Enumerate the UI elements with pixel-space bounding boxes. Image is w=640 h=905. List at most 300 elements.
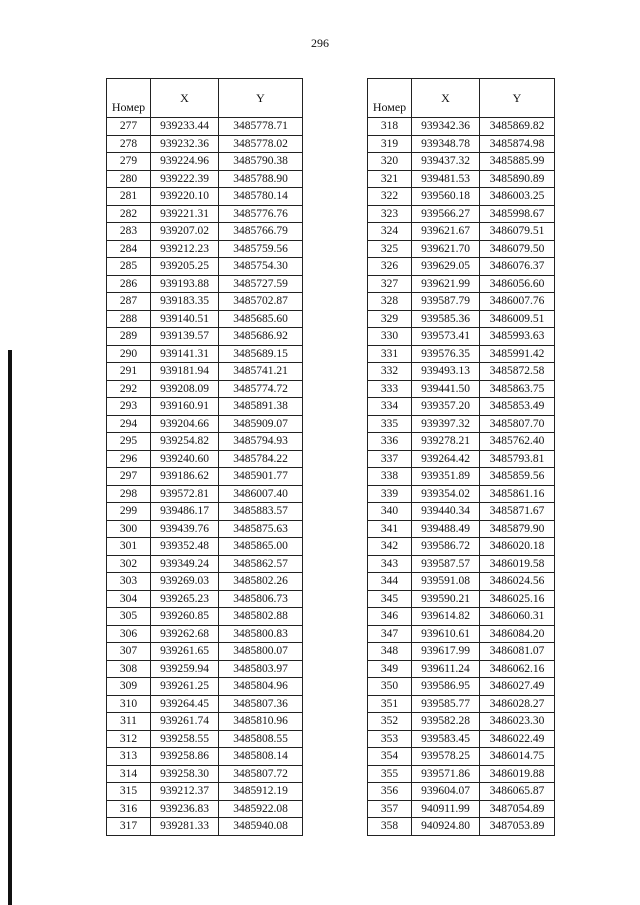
table-row — [368, 328, 555, 346]
cell-y: 3485759.56 — [219, 240, 303, 258]
cell-number: 326 — [368, 258, 412, 276]
table-row — [107, 118, 303, 136]
table-row — [368, 555, 555, 573]
table-row — [107, 783, 303, 801]
cell-x: 939264.42 — [412, 450, 480, 468]
cell-y: 3485776.76 — [219, 205, 303, 223]
table-row — [368, 590, 555, 608]
cell-x: 939590.21 — [412, 590, 480, 608]
cell-y: 3485778.02 — [219, 135, 303, 153]
cell-number: 301 — [107, 538, 151, 556]
cell-x: 939139.57 — [151, 328, 219, 346]
cell-number: 351 — [368, 695, 412, 713]
cell-y: 3485793.81 — [480, 450, 555, 468]
cell-y: 3486056.60 — [480, 275, 555, 293]
table-row — [107, 800, 303, 818]
cell-number: 294 — [107, 415, 151, 433]
cell-x: 939264.45 — [151, 695, 219, 713]
cell-number: 333 — [368, 380, 412, 398]
cell-number: 300 — [107, 520, 151, 538]
cell-x: 939254.82 — [151, 433, 219, 451]
cell-number: 296 — [107, 450, 151, 468]
cell-number: 314 — [107, 765, 151, 783]
cell-x: 939261.65 — [151, 643, 219, 661]
cell-x: 939220.10 — [151, 188, 219, 206]
cell-x: 940911.99 — [412, 800, 480, 818]
cell-x: 939611.24 — [412, 660, 480, 678]
cell-number: 342 — [368, 538, 412, 556]
cell-y: 3486023.30 — [480, 713, 555, 731]
cell-x: 939582.28 — [412, 713, 480, 731]
cell-number: 290 — [107, 345, 151, 363]
cell-number: 345 — [368, 590, 412, 608]
cell-number: 320 — [368, 153, 412, 171]
cell-y: 3486022.49 — [480, 730, 555, 748]
table-row — [368, 398, 555, 416]
table-row — [368, 503, 555, 521]
table-row — [368, 660, 555, 678]
cell-number: 322 — [368, 188, 412, 206]
table-row — [107, 520, 303, 538]
header-y: Y — [219, 79, 303, 118]
table-row — [107, 748, 303, 766]
table-row — [107, 468, 303, 486]
cell-number: 310 — [107, 695, 151, 713]
cell-number: 325 — [368, 240, 412, 258]
cell-x: 939629.05 — [412, 258, 480, 276]
cell-x: 939261.74 — [151, 713, 219, 731]
cell-x: 939258.30 — [151, 765, 219, 783]
table-row — [107, 450, 303, 468]
cell-y: 3485874.98 — [480, 135, 555, 153]
cell-x: 939181.94 — [151, 363, 219, 381]
table-row — [107, 573, 303, 591]
cell-x: 939207.02 — [151, 223, 219, 241]
cell-x: 940924.80 — [412, 818, 480, 836]
cell-number: 292 — [107, 380, 151, 398]
cell-number: 297 — [107, 468, 151, 486]
cell-y: 3485804.96 — [219, 678, 303, 696]
cell-y: 3486028.27 — [480, 695, 555, 713]
cell-y: 3486024.56 — [480, 573, 555, 591]
cell-x: 939262.68 — [151, 625, 219, 643]
cell-x: 939578.25 — [412, 748, 480, 766]
table-row — [107, 275, 303, 293]
cell-x: 939571.86 — [412, 765, 480, 783]
table-row — [368, 713, 555, 731]
table-header-row — [368, 79, 555, 118]
cell-y: 3486019.58 — [480, 555, 555, 573]
cell-number: 291 — [107, 363, 151, 381]
cell-x: 939141.31 — [151, 345, 219, 363]
table-row — [107, 328, 303, 346]
cell-y: 3486079.50 — [480, 240, 555, 258]
cell-number: 281 — [107, 188, 151, 206]
cell-number: 278 — [107, 135, 151, 153]
table-row — [368, 678, 555, 696]
cell-y: 3485859.56 — [480, 468, 555, 486]
cell-x: 939493.13 — [412, 363, 480, 381]
cell-y: 3485891.38 — [219, 398, 303, 416]
cell-x: 939348.78 — [412, 135, 480, 153]
cell-y: 3485807.70 — [480, 415, 555, 433]
table-row — [368, 380, 555, 398]
cell-y: 3485862.57 — [219, 555, 303, 573]
cell-number: 321 — [368, 170, 412, 188]
cell-x: 939566.27 — [412, 205, 480, 223]
table-row — [368, 363, 555, 381]
cell-y: 3486025.16 — [480, 590, 555, 608]
table-row — [107, 433, 303, 451]
cell-x: 939441.50 — [412, 380, 480, 398]
cell-y: 3485807.72 — [219, 765, 303, 783]
table-row — [107, 625, 303, 643]
cell-y: 3485784.22 — [219, 450, 303, 468]
cell-y: 3485780.14 — [219, 188, 303, 206]
cell-y: 3485890.89 — [480, 170, 555, 188]
cell-y: 3485802.88 — [219, 608, 303, 626]
table-row — [107, 678, 303, 696]
cell-number: 329 — [368, 310, 412, 328]
cell-y: 3485702.87 — [219, 293, 303, 311]
cell-x: 939258.86 — [151, 748, 219, 766]
cell-x: 939236.83 — [151, 800, 219, 818]
table-row — [107, 503, 303, 521]
cell-number: 336 — [368, 433, 412, 451]
cell-y: 3485800.07 — [219, 643, 303, 661]
cell-y: 3485741.21 — [219, 363, 303, 381]
table-row — [368, 135, 555, 153]
cell-x: 939585.36 — [412, 310, 480, 328]
cell-number: 334 — [368, 398, 412, 416]
cell-y: 3485806.73 — [219, 590, 303, 608]
cell-y: 3485861.16 — [480, 485, 555, 503]
table-row — [107, 538, 303, 556]
table-row — [368, 118, 555, 136]
cell-x: 939351.89 — [412, 468, 480, 486]
cell-y: 3485794.93 — [219, 433, 303, 451]
cell-x: 939208.09 — [151, 380, 219, 398]
cell-number: 283 — [107, 223, 151, 241]
table-row — [368, 643, 555, 661]
table-row — [107, 135, 303, 153]
table-row — [107, 223, 303, 241]
cell-number: 339 — [368, 485, 412, 503]
table-row — [368, 293, 555, 311]
table-row — [107, 398, 303, 416]
cell-x: 939439.76 — [151, 520, 219, 538]
cell-y: 3486009.51 — [480, 310, 555, 328]
cell-y: 3485871.67 — [480, 503, 555, 521]
cell-x: 939240.60 — [151, 450, 219, 468]
table-row — [107, 153, 303, 171]
cell-x: 939193.88 — [151, 275, 219, 293]
table-row — [368, 783, 555, 801]
cell-x: 939233.44 — [151, 118, 219, 136]
table-row — [368, 188, 555, 206]
cell-x: 939261.25 — [151, 678, 219, 696]
cell-x: 939354.02 — [412, 485, 480, 503]
table-row — [368, 485, 555, 503]
cell-number: 350 — [368, 678, 412, 696]
cell-y: 3487053.89 — [480, 818, 555, 836]
table-row — [107, 205, 303, 223]
cell-number: 307 — [107, 643, 151, 661]
cell-x: 939585.77 — [412, 695, 480, 713]
table-row — [368, 765, 555, 783]
table-row — [107, 188, 303, 206]
binding-margin-bar — [8, 350, 12, 905]
table-row — [107, 643, 303, 661]
cell-y: 3485803.97 — [219, 660, 303, 678]
cell-y: 3485940.08 — [219, 818, 303, 836]
cell-number: 299 — [107, 503, 151, 521]
cell-x: 939572.81 — [151, 485, 219, 503]
cell-y: 3485727.59 — [219, 275, 303, 293]
cell-y: 3485991.42 — [480, 345, 555, 363]
table-row — [368, 520, 555, 538]
table-body-left — [107, 118, 303, 836]
cell-x: 939604.07 — [412, 783, 480, 801]
cell-x: 939349.24 — [151, 555, 219, 573]
cell-x: 939621.99 — [412, 275, 480, 293]
cell-x: 939587.57 — [412, 555, 480, 573]
cell-number: 357 — [368, 800, 412, 818]
cell-number: 304 — [107, 590, 151, 608]
cell-number: 289 — [107, 328, 151, 346]
cell-y: 3485879.90 — [480, 520, 555, 538]
cell-number: 279 — [107, 153, 151, 171]
cell-number: 327 — [368, 275, 412, 293]
cell-number: 355 — [368, 765, 412, 783]
table-row — [107, 170, 303, 188]
table-row — [368, 468, 555, 486]
cell-x: 939258.55 — [151, 730, 219, 748]
cell-x: 939342.36 — [412, 118, 480, 136]
table-row — [368, 223, 555, 241]
cell-y: 3485774.72 — [219, 380, 303, 398]
cell-x: 939586.95 — [412, 678, 480, 696]
cell-number: 358 — [368, 818, 412, 836]
cell-number: 349 — [368, 660, 412, 678]
cell-number: 308 — [107, 660, 151, 678]
header-y: Y — [480, 79, 555, 118]
cell-y: 3485788.90 — [219, 170, 303, 188]
table-row — [107, 415, 303, 433]
table-row — [368, 608, 555, 626]
cell-number: 332 — [368, 363, 412, 381]
cell-x: 939488.49 — [412, 520, 480, 538]
table-row — [368, 170, 555, 188]
table-row — [368, 258, 555, 276]
cell-x: 939587.79 — [412, 293, 480, 311]
cell-y: 3486007.76 — [480, 293, 555, 311]
table-row — [107, 555, 303, 573]
cell-number: 353 — [368, 730, 412, 748]
cell-number: 318 — [368, 118, 412, 136]
cell-y: 3485778.71 — [219, 118, 303, 136]
coordinates-table-right — [367, 78, 555, 836]
table-row — [368, 730, 555, 748]
cell-x: 939212.37 — [151, 783, 219, 801]
cell-x: 939481.53 — [412, 170, 480, 188]
coordinates-table-left — [106, 78, 303, 836]
cell-number: 335 — [368, 415, 412, 433]
cell-x: 939186.62 — [151, 468, 219, 486]
cell-y: 3485872.58 — [480, 363, 555, 381]
cell-x: 939224.96 — [151, 153, 219, 171]
cell-number: 286 — [107, 275, 151, 293]
cell-y: 3486003.25 — [480, 188, 555, 206]
cell-x: 939486.17 — [151, 503, 219, 521]
cell-y: 3485901.77 — [219, 468, 303, 486]
cell-x: 939205.25 — [151, 258, 219, 276]
cell-number: 352 — [368, 713, 412, 731]
cell-number: 328 — [368, 293, 412, 311]
cell-y: 3486065.87 — [480, 783, 555, 801]
cell-x: 939352.48 — [151, 538, 219, 556]
cell-x: 939610.61 — [412, 625, 480, 643]
cell-x: 939576.35 — [412, 345, 480, 363]
table-row — [107, 765, 303, 783]
cell-x: 939281.33 — [151, 818, 219, 836]
cell-x: 939560.18 — [412, 188, 480, 206]
table-row — [368, 625, 555, 643]
cell-y: 3487054.89 — [480, 800, 555, 818]
cell-number: 312 — [107, 730, 151, 748]
cell-x: 939278.21 — [412, 433, 480, 451]
cell-x: 939440.34 — [412, 503, 480, 521]
cell-y: 3486079.51 — [480, 223, 555, 241]
cell-x: 939183.35 — [151, 293, 219, 311]
table-row — [107, 695, 303, 713]
cell-x: 939614.82 — [412, 608, 480, 626]
table-row — [368, 433, 555, 451]
cell-y: 3486076.37 — [480, 258, 555, 276]
cell-y: 3485875.63 — [219, 520, 303, 538]
cell-number: 316 — [107, 800, 151, 818]
table-row — [107, 345, 303, 363]
cell-y: 3486019.88 — [480, 765, 555, 783]
table-row — [368, 310, 555, 328]
cell-y: 3485912.19 — [219, 783, 303, 801]
cell-y: 3485762.40 — [480, 433, 555, 451]
table-row — [368, 573, 555, 591]
cell-number: 280 — [107, 170, 151, 188]
cell-x: 939259.94 — [151, 660, 219, 678]
cell-y: 3485689.15 — [219, 345, 303, 363]
cell-x: 939265.23 — [151, 590, 219, 608]
cell-x: 939140.51 — [151, 310, 219, 328]
cell-number: 302 — [107, 555, 151, 573]
cell-y: 3485766.79 — [219, 223, 303, 241]
cell-number: 305 — [107, 608, 151, 626]
cell-y: 3485998.67 — [480, 205, 555, 223]
cell-x: 939586.72 — [412, 538, 480, 556]
cell-y: 3486014.75 — [480, 748, 555, 766]
cell-number: 340 — [368, 503, 412, 521]
table-row — [368, 415, 555, 433]
cell-number: 343 — [368, 555, 412, 573]
cell-y: 3485808.55 — [219, 730, 303, 748]
cell-number: 324 — [368, 223, 412, 241]
cell-y: 3485869.82 — [480, 118, 555, 136]
cell-number: 337 — [368, 450, 412, 468]
cell-x: 939160.91 — [151, 398, 219, 416]
cell-y: 3485754.30 — [219, 258, 303, 276]
cell-number: 356 — [368, 783, 412, 801]
table-row — [368, 450, 555, 468]
table-header-row — [107, 79, 303, 118]
table-row — [107, 818, 303, 836]
cell-x: 939621.67 — [412, 223, 480, 241]
cell-y: 3485863.75 — [480, 380, 555, 398]
cell-number: 348 — [368, 643, 412, 661]
table-row — [368, 538, 555, 556]
cell-y: 3485810.96 — [219, 713, 303, 731]
cell-y: 3485993.63 — [480, 328, 555, 346]
cell-y: 3485807.36 — [219, 695, 303, 713]
table-body-right — [368, 118, 555, 836]
cell-y: 3485922.08 — [219, 800, 303, 818]
cell-x: 939260.85 — [151, 608, 219, 626]
cell-number: 303 — [107, 573, 151, 591]
cell-x: 939621.70 — [412, 240, 480, 258]
cell-number: 338 — [368, 468, 412, 486]
cell-x: 939204.66 — [151, 415, 219, 433]
cell-number: 323 — [368, 205, 412, 223]
cell-number: 295 — [107, 433, 151, 451]
cell-number: 319 — [368, 135, 412, 153]
cell-number: 285 — [107, 258, 151, 276]
cell-number: 347 — [368, 625, 412, 643]
cell-x: 939269.03 — [151, 573, 219, 591]
cell-number: 284 — [107, 240, 151, 258]
cell-y: 3485802.26 — [219, 573, 303, 591]
cell-x: 939222.39 — [151, 170, 219, 188]
cell-number: 277 — [107, 118, 151, 136]
cell-number: 344 — [368, 573, 412, 591]
table-row — [107, 608, 303, 626]
cell-number: 293 — [107, 398, 151, 416]
cell-x: 939583.45 — [412, 730, 480, 748]
table-row — [368, 275, 555, 293]
cell-y: 3485885.99 — [480, 153, 555, 171]
cell-x: 939591.08 — [412, 573, 480, 591]
cell-y: 3485909.07 — [219, 415, 303, 433]
table-row — [107, 713, 303, 731]
table-row — [107, 660, 303, 678]
table-row — [107, 240, 303, 258]
cell-number: 311 — [107, 713, 151, 731]
cell-number: 309 — [107, 678, 151, 696]
cell-y: 3485808.14 — [219, 748, 303, 766]
cell-x: 939573.41 — [412, 328, 480, 346]
table-row — [368, 800, 555, 818]
cell-x: 939437.32 — [412, 153, 480, 171]
cell-y: 3485800.83 — [219, 625, 303, 643]
cell-y: 3485685.60 — [219, 310, 303, 328]
cell-number: 306 — [107, 625, 151, 643]
cell-x: 939617.99 — [412, 643, 480, 661]
cell-number: 331 — [368, 345, 412, 363]
table-row — [107, 293, 303, 311]
table-row — [368, 818, 555, 836]
table-row — [107, 380, 303, 398]
cell-y: 3486081.07 — [480, 643, 555, 661]
table-row — [368, 205, 555, 223]
header-number: Номер — [107, 79, 151, 118]
